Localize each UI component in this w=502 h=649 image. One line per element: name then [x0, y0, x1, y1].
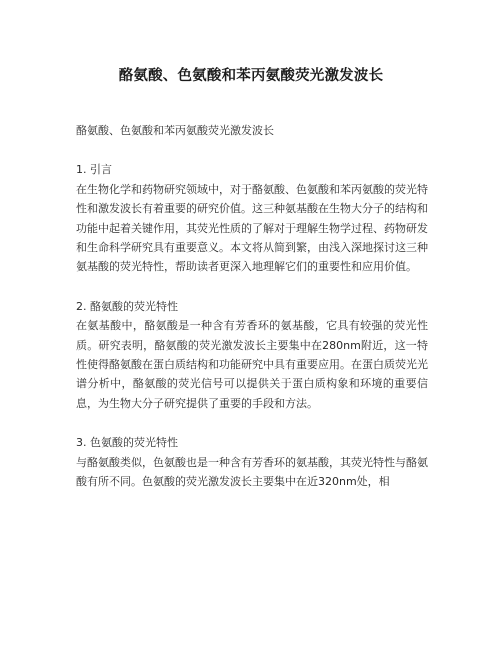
- document-subtitle: 酪氨酸、色氨酸和苯丙氨酸荧光激发波长: [76, 124, 274, 137]
- document-title: 酪氨酸、色氨酸和苯丙氨酸荧光激发波长: [118, 68, 384, 84]
- section-body-introduction: 在生物化学和药物研究领域中，对于酪氨酸、色氨酸和苯丙氨酸的荧光特性和激发波长有着重要的研究价值。这三种氨基酸在生物大分子的结构和功能中起着关键作用，其荧光性质的了解对于理解生物学过程、药物研发和生命科学研究具有重要意义。本文将从简到繁，由浅入深地探讨这三种氨基酸的荧光特性，帮助读者更深入地理解它们的重要性和应用价值。: [76, 182, 428, 274]
- section-heading-introduction: 1. 引言: [76, 163, 112, 177]
- section-body-tryptophan: 与酪氨酸类似，色氨酸也是一种含有芳香环的氨基酸，其荧光特性与酪氨酸有所不同。色氨酸的荧光激发波长主要集中在近320nm处，相: [76, 455, 428, 489]
- section-heading-tyrosine: 2. 酪氨酸的荧光特性: [76, 299, 178, 313]
- paragraph-spacer: [76, 277, 428, 297]
- document-body: [76, 121, 428, 492]
- section-heading-tryptophan: 3. 色氨酸的荧光特性: [76, 436, 178, 450]
- paragraph-spacer: [76, 413, 428, 433]
- section-body-tyrosine: 在氨基酸中，酪氨酸是一种含有芳香环的氨基酸，它具有较强的荧光性质。研究表明，酪氨酸的荧光激发波长主要集中在280nm附近，这一特性使得酪氨酸在蛋白质结构和功能研究中具有重要应用。在蛋白质荧光光谱分析中，酪氨酸的荧光信号可以提供关于蛋白质构象和环境的重要信息，为生物大分子研究提供了重要的手段和方法。: [76, 319, 428, 410]
